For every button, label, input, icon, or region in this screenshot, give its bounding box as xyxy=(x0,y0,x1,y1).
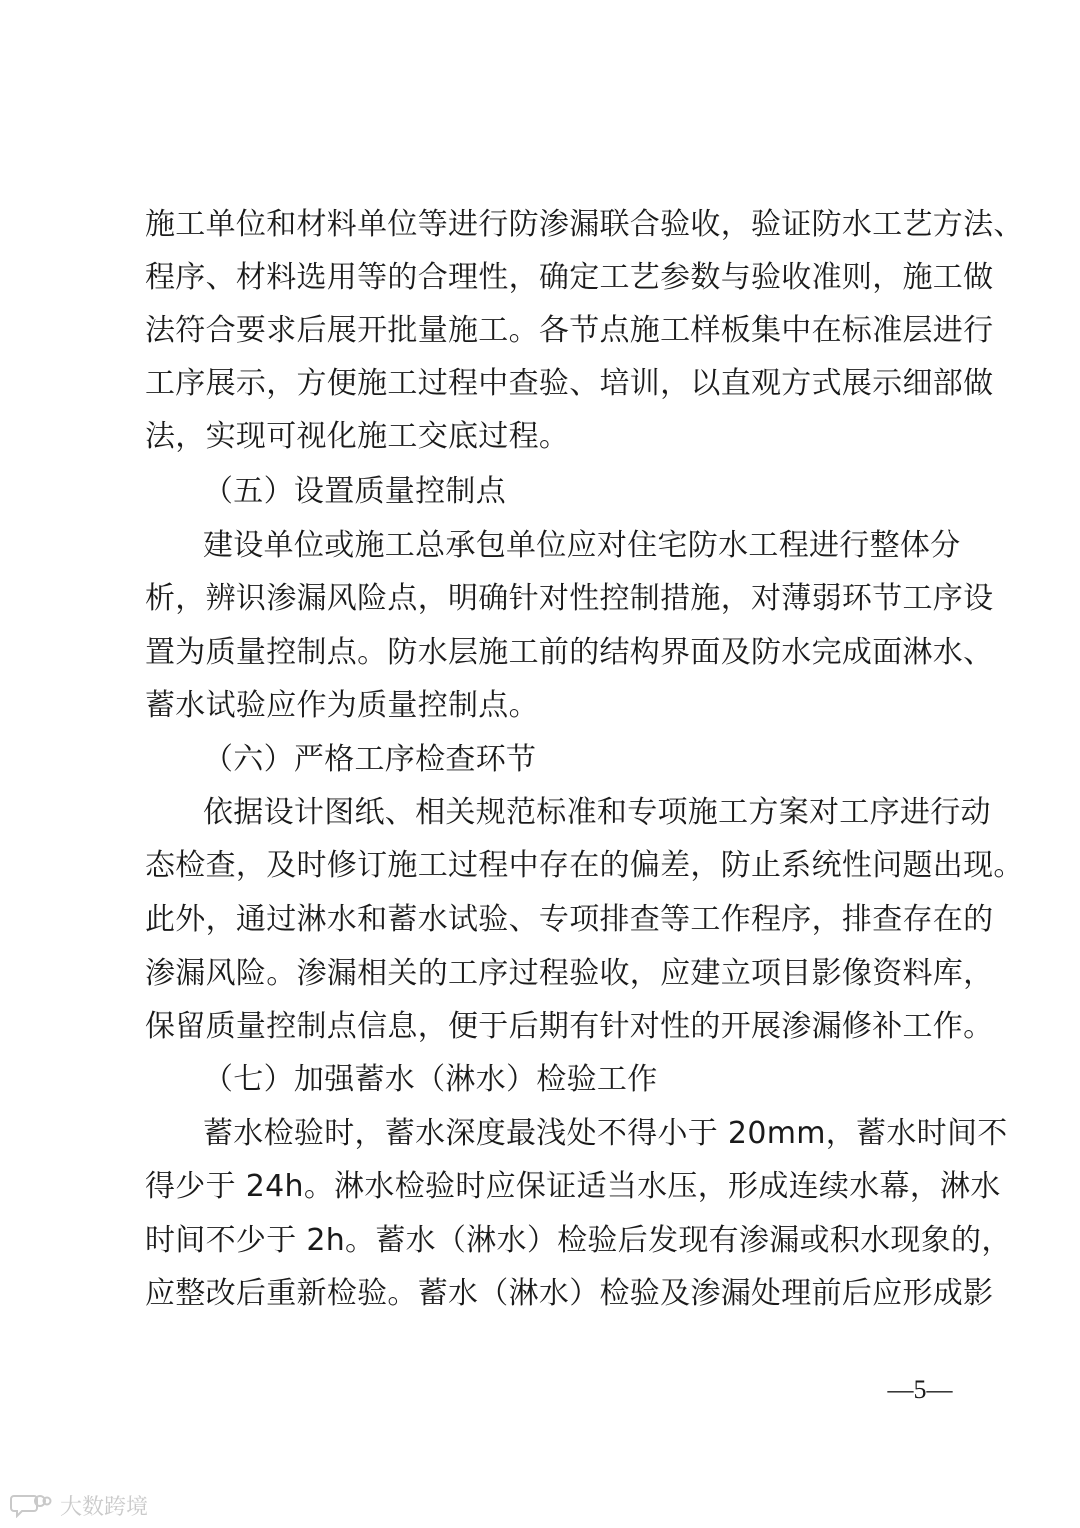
section-heading: （六）严格工序检查环节 xyxy=(203,742,537,777)
body-text-line: 施工单位和材料单位等进行防渗漏联合验收，验证防水工艺方法、 xyxy=(145,207,1024,242)
body-text-line: 态检查，及时修订施工过程中存在的偏差，防止系统性问题出现。 xyxy=(145,848,1024,883)
body-text-line: 得少于 24h。淋水检验时应保证适当水压，形成连续水幕，淋水 xyxy=(145,1169,1001,1204)
body-text-line: 析，辨识渗漏风险点，明确针对性控制措施，对薄弱环节工序设 xyxy=(145,581,994,616)
body-text-line: 法，实现可视化施工交底过程。 xyxy=(145,419,570,454)
body-text-line: 保留质量控制点信息，便于后期有针对性的开展渗漏修补工作。 xyxy=(145,1009,994,1044)
body-text-line: 蓄水检验时，蓄水深度最浅处不得小于 20mm，蓄水时间不 xyxy=(203,1116,1008,1151)
body-text-line: 蓄水试验应作为质量控制点。 xyxy=(145,688,539,723)
watermark xyxy=(10,1490,148,1520)
body-text-line: 建设单位或施工总承包单位应对住宅防水工程进行整体分 xyxy=(203,528,961,563)
section-heading: （七）加强蓄水（淋水）检验工作 xyxy=(203,1062,658,1097)
body-text-line: 置为质量控制点。防水层施工前的结构界面及防水完成面淋水、 xyxy=(145,635,994,670)
body-text-line: 时间不少于 2h。蓄水（淋水）检验后发现有渗漏或积水现象的， xyxy=(145,1223,1012,1258)
body-text-line: 程序、材料选用等的合理性，确定工艺参数与验收准则，施工做 xyxy=(145,260,994,295)
body-text-line: 工序展示，方便施工过程中查验、培训，以直观方式展示细部做 xyxy=(145,366,994,401)
page-number: —5— xyxy=(887,1375,953,1404)
watermark-text: 大数跨境 xyxy=(60,1494,149,1520)
chat-bubble-icon xyxy=(10,1492,52,1518)
body-text-line: 法符合要求后展开批量施工。各节点施工样板集中在标准层进行 xyxy=(145,313,994,348)
body-text-line: 应整改后重新检验。蓄水（淋水）检验及渗漏处理前后应形成影 xyxy=(145,1276,994,1311)
body-text-line: 渗漏风险。渗漏相关的工序过程验收，应建立项目影像资料库， xyxy=(145,956,994,991)
body-text-line: 此外，通过淋水和蓄水试验、专项排查等工作程序，排查存在的 xyxy=(145,902,994,937)
body-text-line: 依据设计图纸、相关规范标准和专项施工方案对工序进行动 xyxy=(203,795,991,830)
section-heading: （五）设置质量控制点 xyxy=(203,474,506,509)
